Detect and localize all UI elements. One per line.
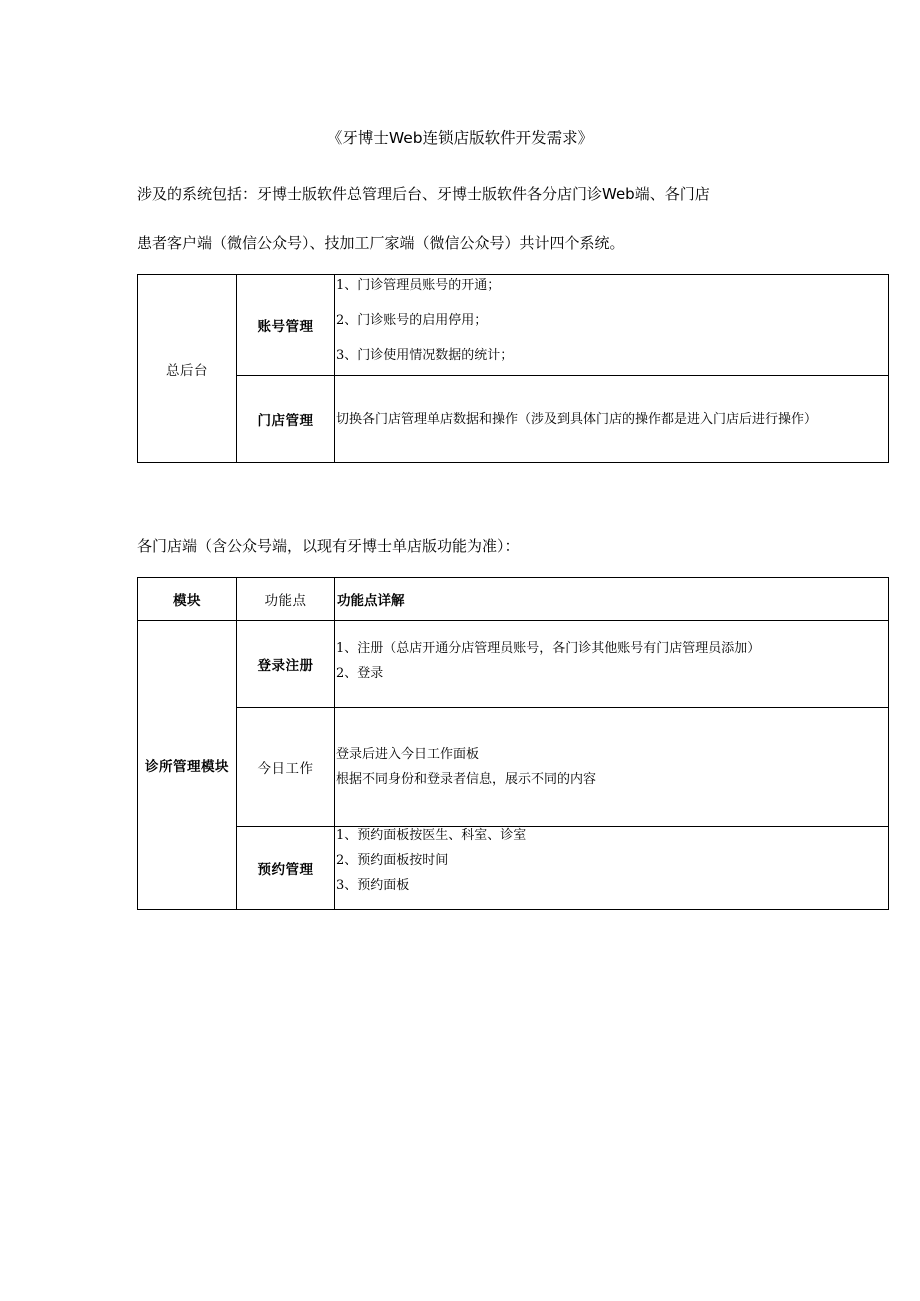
detail-line: 2、门诊账号的启用停用；: [336, 313, 488, 328]
table-row: [138, 827, 889, 910]
detail-line: 根据不同身份和登录者信息，展示不同的内容: [336, 772, 597, 787]
group-label-admin: 总后台: [138, 275, 237, 463]
store-client-table: [137, 577, 889, 910]
document-title: 《牙博士Web连锁店版软件开发需求》: [326, 129, 594, 147]
intro-paragraph-line-1: 涉及的系统包括：牙博士版软件总管理后台、牙博士版软件各分店门诊Web端、各门店: [137, 185, 710, 203]
feature-today-work: 今日工作: [237, 708, 335, 827]
header-detail: 功能点详解: [335, 578, 889, 621]
detail-line: 1、门诊管理员账号的开通；: [336, 278, 501, 293]
table-row: [138, 376, 889, 463]
table-header-row: [138, 578, 889, 621]
section-2-heading: 各门店端（含公众号端，以现有牙博士单店版功能为准）：: [137, 537, 520, 555]
feature-detail-cell: [335, 827, 889, 910]
feature-detail-cell: [335, 621, 889, 708]
header-feature: 功能点: [237, 578, 335, 621]
feature-detail-cell: [335, 275, 889, 376]
detail-line: 1、注册（总店开通分店管理员账号，各门诊其他账号有门店管理员添加）: [336, 641, 761, 656]
feature-detail-cell: [335, 376, 889, 463]
detail-line: 2、登录: [336, 666, 384, 681]
feature-account-management: 账号管理: [237, 275, 335, 376]
detail-line: 登录后进入今日工作面板: [336, 747, 480, 762]
detail-line: 3、预约面板: [336, 878, 410, 893]
table-row: [138, 708, 889, 827]
group-label-clinic: 诊所管理模块: [138, 621, 237, 910]
detail-line: 3、门诊使用情况数据的统计；: [336, 348, 514, 363]
feature-detail-cell: [335, 708, 889, 827]
detail-line: 2、预约面板按时间: [336, 853, 449, 868]
table-row: [138, 621, 889, 708]
feature-login-register: 登录注册: [237, 621, 335, 708]
feature-appointment-management: 预约管理: [237, 827, 335, 910]
detail-line: 1、预约面板按医生、科室、诊室: [336, 828, 527, 843]
feature-store-management: 门店管理: [237, 376, 335, 463]
admin-backend-table: [137, 274, 889, 463]
intro-paragraph-line-2: 患者客户端（微信公众号）、技加工厂家端（微信公众号）共计四个系统。: [137, 234, 625, 252]
table-row: [138, 275, 889, 376]
header-module: 模块: [138, 578, 237, 621]
detail-line: 切换各门店管理单店数据和操作（涉及到具体门店的操作都是进入门店后进行操作）: [336, 411, 818, 427]
